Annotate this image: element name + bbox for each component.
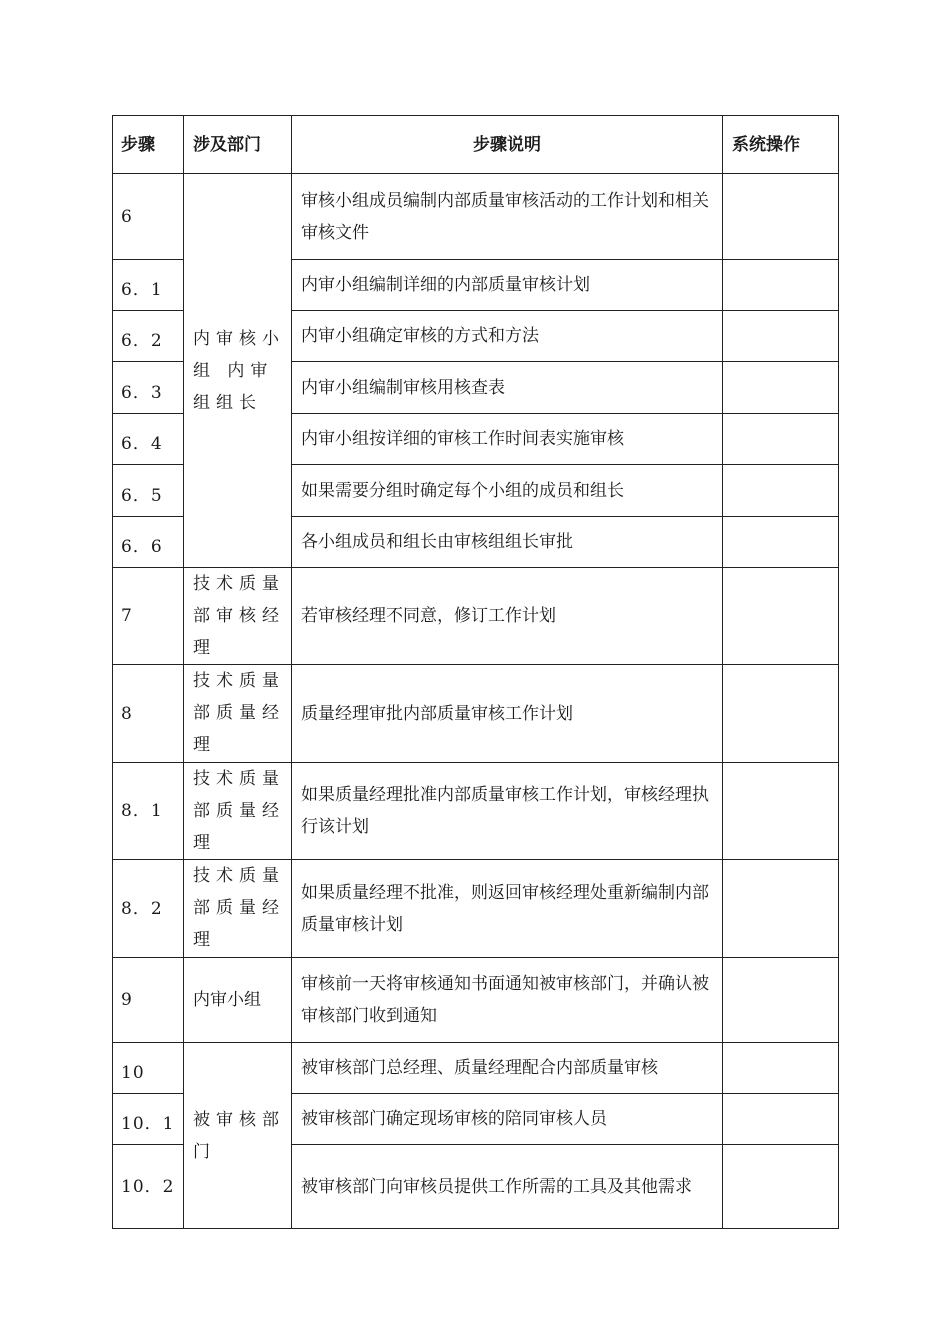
header-dept: 涉及部门	[184, 116, 292, 174]
sys-cell	[723, 414, 839, 465]
header-step: 步骤	[113, 116, 184, 174]
step-cell: 6．2	[113, 311, 184, 362]
sys-cell	[723, 517, 839, 568]
table-row	[113, 860, 839, 958]
desc-cell: 被审核部门总经理、质量经理配合内部质量审核	[292, 1043, 723, 1094]
desc-cell: 如果质量经理批准内部质量审核工作计划，审核经理执行该计划	[292, 763, 723, 860]
step-cell: 10．1	[113, 1094, 184, 1145]
header-desc: 步骤说明	[292, 116, 723, 174]
dept-cell: 技术质量部审核经理	[184, 568, 292, 665]
table-row	[113, 958, 839, 1043]
sys-cell	[723, 465, 839, 517]
sys-cell	[723, 362, 839, 414]
sys-cell	[723, 860, 839, 958]
desc-cell: 各小组成员和组长由审核组组长审批	[292, 517, 723, 568]
desc-cell: 质量经理审批内部质量审核工作计划	[292, 665, 723, 763]
sys-cell	[723, 311, 839, 362]
sys-cell	[723, 958, 839, 1043]
desc-cell: 审核小组成员编制内部质量审核活动的工作计划和相关审核文件	[292, 174, 723, 260]
step-cell: 6．5	[113, 465, 184, 517]
sys-cell	[723, 260, 839, 311]
desc-cell: 内审小组确定审核的方式和方法	[292, 311, 723, 362]
dept-cell: 技术质量部质量经理	[184, 665, 292, 763]
dept-cell: 内审小组	[184, 958, 292, 1043]
desc-cell: 如果需要分组时确定每个小组的成员和组长	[292, 465, 723, 517]
desc-cell: 内审小组按详细的审核工作时间表实施审核	[292, 414, 723, 465]
dept-cell: 技术质量部质量经理	[184, 763, 292, 860]
desc-cell: 内审小组编制审核用核查表	[292, 362, 723, 414]
desc-cell: 内审小组编制详细的内部质量审核计划	[292, 260, 723, 311]
sys-cell	[723, 1043, 839, 1094]
table-row	[113, 665, 839, 763]
desc-cell: 若审核经理不同意，修订工作计划	[292, 568, 723, 665]
step-cell: 6．3	[113, 362, 184, 414]
step-cell: 8	[113, 665, 184, 763]
desc-cell: 被审核部门确定现场审核的陪同审核人员	[292, 1094, 723, 1145]
procedure-table	[112, 115, 839, 1229]
step-cell: 10．2	[113, 1145, 184, 1229]
dept-text: 内审核小组 内审组组长	[193, 328, 285, 413]
sys-cell	[723, 1094, 839, 1145]
desc-cell: 审核前一天将审核通知书面通知被审核部门，并确认被审核部门收到通知	[292, 958, 723, 1043]
table-row	[113, 1043, 839, 1094]
step-cell: 8．1	[113, 763, 184, 860]
table-row	[113, 568, 839, 665]
sys-cell	[723, 665, 839, 763]
step-cell: 6．6	[113, 517, 184, 568]
dept-cell: 被审核部门	[184, 1043, 292, 1229]
dept-cell: 技术质量部质量经理	[184, 860, 292, 958]
desc-cell: 被审核部门向审核员提供工作所需的工具及其他需求	[292, 1145, 723, 1229]
sys-cell	[723, 174, 839, 260]
dept-cell	[184, 174, 292, 568]
step-cell: 6．1	[113, 260, 184, 311]
header-sys: 系统操作	[723, 116, 839, 174]
table-row	[113, 174, 839, 260]
table-header-row	[113, 116, 839, 174]
step-cell: 8．2	[113, 860, 184, 958]
sys-cell	[723, 763, 839, 860]
sys-cell	[723, 1145, 839, 1229]
step-cell: 6	[113, 174, 184, 260]
sys-cell	[723, 568, 839, 665]
desc-cell: 如果质量经理不批准，则返回审核经理处重新编制内部质量审核计划	[292, 860, 723, 958]
step-cell: 6．4	[113, 414, 184, 465]
table-row	[113, 763, 839, 860]
step-cell: 9	[113, 958, 184, 1043]
step-cell: 7	[113, 568, 184, 665]
step-cell: 10	[113, 1043, 184, 1094]
